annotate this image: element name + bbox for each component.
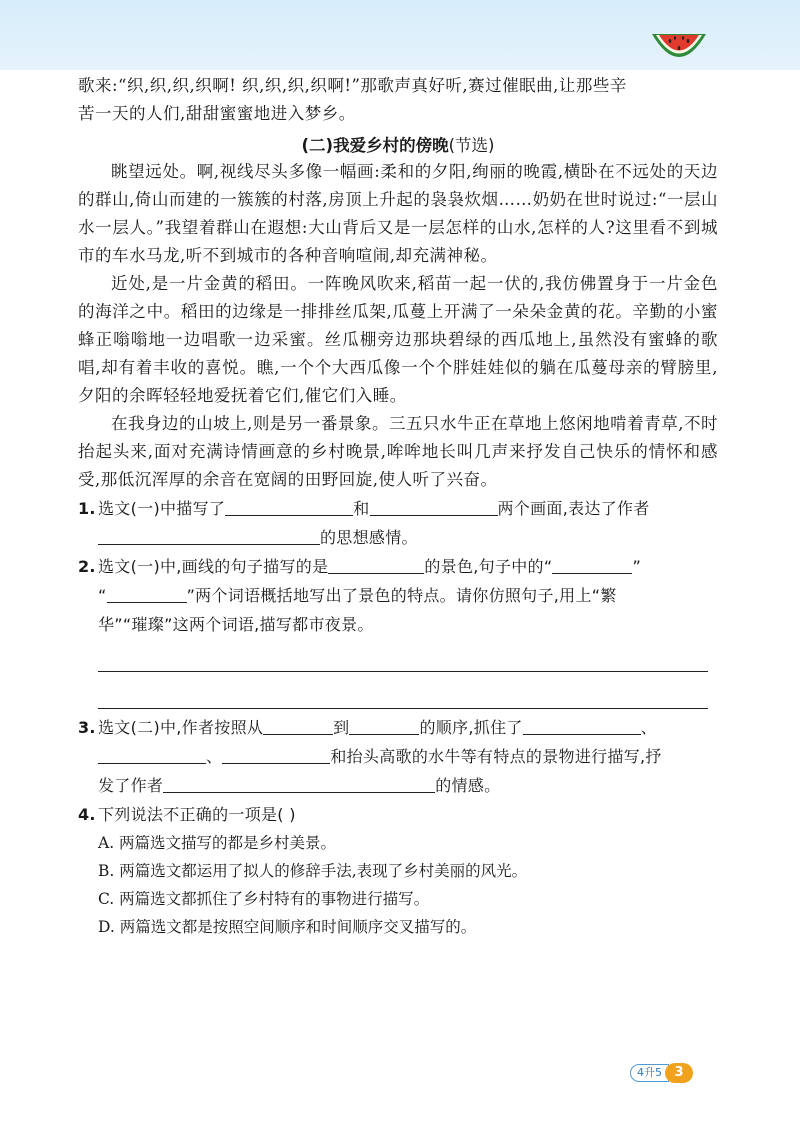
section2-para1: 眺望远处。啊,视线尽头多像一幅画:柔和的夕阳,绚丽的晚霞,横卧在不远处的天边的群山,倚山而建的一簇簇的村落,房顶上升起的袅袅炊烟……奶奶在世时说过:“一层山水一层人。”我望着群山在遐想:大山背后又是一层怎样的山水,怎样的人?这里看不到城市的车水马龙,听不到城市的各种音响喧闹,却充满神秘。 <box>78 162 718 265</box>
question-1-line2 <box>78 523 718 552</box>
q1-blank1[interactable] <box>225 497 353 516</box>
q1-text4: 的思想感情。 <box>320 528 418 547</box>
q1-blank3[interactable] <box>98 526 320 545</box>
q3-text4: 、 <box>640 718 657 737</box>
q3-blank6[interactable] <box>163 774 435 793</box>
q2-answer-line2[interactable] <box>98 680 708 709</box>
q3-text6: 和抬头高歌的水牛等有特点的景物进行描写,抒 <box>330 747 662 766</box>
q3-text7: 发了作者 <box>98 776 164 795</box>
q2-text6: 华”“璀璨”这两个词语,描写都市夜景。 <box>98 615 374 634</box>
section2-title <box>78 132 718 156</box>
question-3 <box>78 713 718 742</box>
q1-text2: 和 <box>353 499 370 518</box>
grade-label: 4升5 <box>630 1064 669 1082</box>
q2-text5: ”两个词语概括地写出了景色的特点。请你仿照句子,用上“繁 <box>186 586 617 605</box>
q1-number: 1. <box>78 499 96 518</box>
section2-para2: 近处,是一片金黄的稻田。一阵晚风吹来,稻苗一起一伏的,我仿佛置身于一片金色的海洋之中。稻田的边缘是一排排丝瓜架,瓜蔓上开满了一朵朵金黄的花。辛勤的小蜜蜂正嗡嗡地一边唱歌一边采蜜。丝瓜棚旁边那块碧绿的西瓜地上,虽然没有蜜蜂的歌唱,却有着丰收的喜悦。瞧,一个个大西瓜像一个个胖娃娃似的躺在瓜蔓母亲的臂膀里,夕阳的余晖轻轻地爱抚着它们,催它们入睡。 <box>78 274 718 405</box>
q3-text3: 的顺序,抓住了 <box>419 718 523 737</box>
question-1 <box>78 494 718 523</box>
q1-blank2[interactable] <box>370 497 498 516</box>
q4-option-c[interactable]: C. 两篇选文都抓住了乡村特有的事物进行描写。 <box>98 890 430 908</box>
q1-text3: 两个画面,表达了作者 <box>497 499 650 518</box>
content <box>78 72 718 941</box>
q3-text2: 到 <box>333 718 350 737</box>
question-4 <box>78 800 718 829</box>
q2-text1: 选文(一)中,画线的句子描写的是 <box>98 557 329 576</box>
page-tag <box>630 1063 693 1083</box>
question-2-line3 <box>78 610 718 639</box>
question-3-line3 <box>78 771 718 800</box>
q3-blank3[interactable] <box>523 716 641 735</box>
passage1-line1: 歌来:“织,织,织,织啊! 织,织,织,织啊!”那歌声真好听,赛过催眠曲,让那些辛 <box>78 76 627 95</box>
question-2 <box>78 552 718 581</box>
q2-number: 2. <box>78 557 96 576</box>
q3-blank1[interactable] <box>263 716 333 735</box>
q3-number: 3. <box>78 718 96 737</box>
passage1-line2: 苦一天的人们,甜甜蜜蜜地进入梦乡。 <box>78 104 356 123</box>
q2-blank2[interactable] <box>552 555 632 574</box>
q4-number: 4. <box>78 805 96 824</box>
q4-option-a[interactable]: A. 两篇选文描写的都是乡村美景。 <box>98 834 337 852</box>
q3-blank4[interactable] <box>98 745 206 764</box>
watermelon-icon <box>650 28 708 68</box>
q3-text8: 的情感。 <box>435 776 501 795</box>
q2-blank1[interactable] <box>328 555 424 574</box>
q4-option-b[interactable]: B. 两篇选文都运用了拟人的修辞手法,表现了乡村美丽的风光。 <box>98 862 528 880</box>
section2-para3: 在我身边的山坡上,则是另一番景象。三五只水牛正在草地上悠闲地啃着青草,不时抬起头来,面对充满诗情画意的乡村晚景,哞哞地长叫几声来抒发自己快乐的情怀和感受,那低沉浑厚的余音在宽阔的田野回旋,使人听了兴奋。 <box>78 414 718 489</box>
question-2-line2 <box>78 581 718 610</box>
section2-subtitle: (节选) <box>448 136 495 155</box>
q4-stem: 下列说法不正确的一项是( ) <box>98 805 296 824</box>
section2-title-text: (二)我爱乡村的傍晚 <box>301 136 449 155</box>
q2-text3: ” <box>632 557 642 576</box>
q3-blank5[interactable] <box>222 745 330 764</box>
q3-text5: 、 <box>206 747 223 766</box>
q2-text2: 的景色,句子中的“ <box>424 557 553 576</box>
question-3-line2 <box>78 742 718 771</box>
q3-text1: 选文(二)中,作者按照从 <box>98 718 264 737</box>
q2-text4: “ <box>98 586 107 605</box>
page-number: 3 <box>665 1063 693 1083</box>
q2-answer-line1[interactable] <box>98 643 708 672</box>
q4-option-d[interactable]: D. 两篇选文都是按照空间顺序和时间顺序交叉描写的。 <box>98 918 477 936</box>
q3-blank2[interactable] <box>349 716 419 735</box>
q1-text1: 选文(一)中描写了 <box>98 499 226 518</box>
q2-blank3[interactable] <box>107 584 187 603</box>
